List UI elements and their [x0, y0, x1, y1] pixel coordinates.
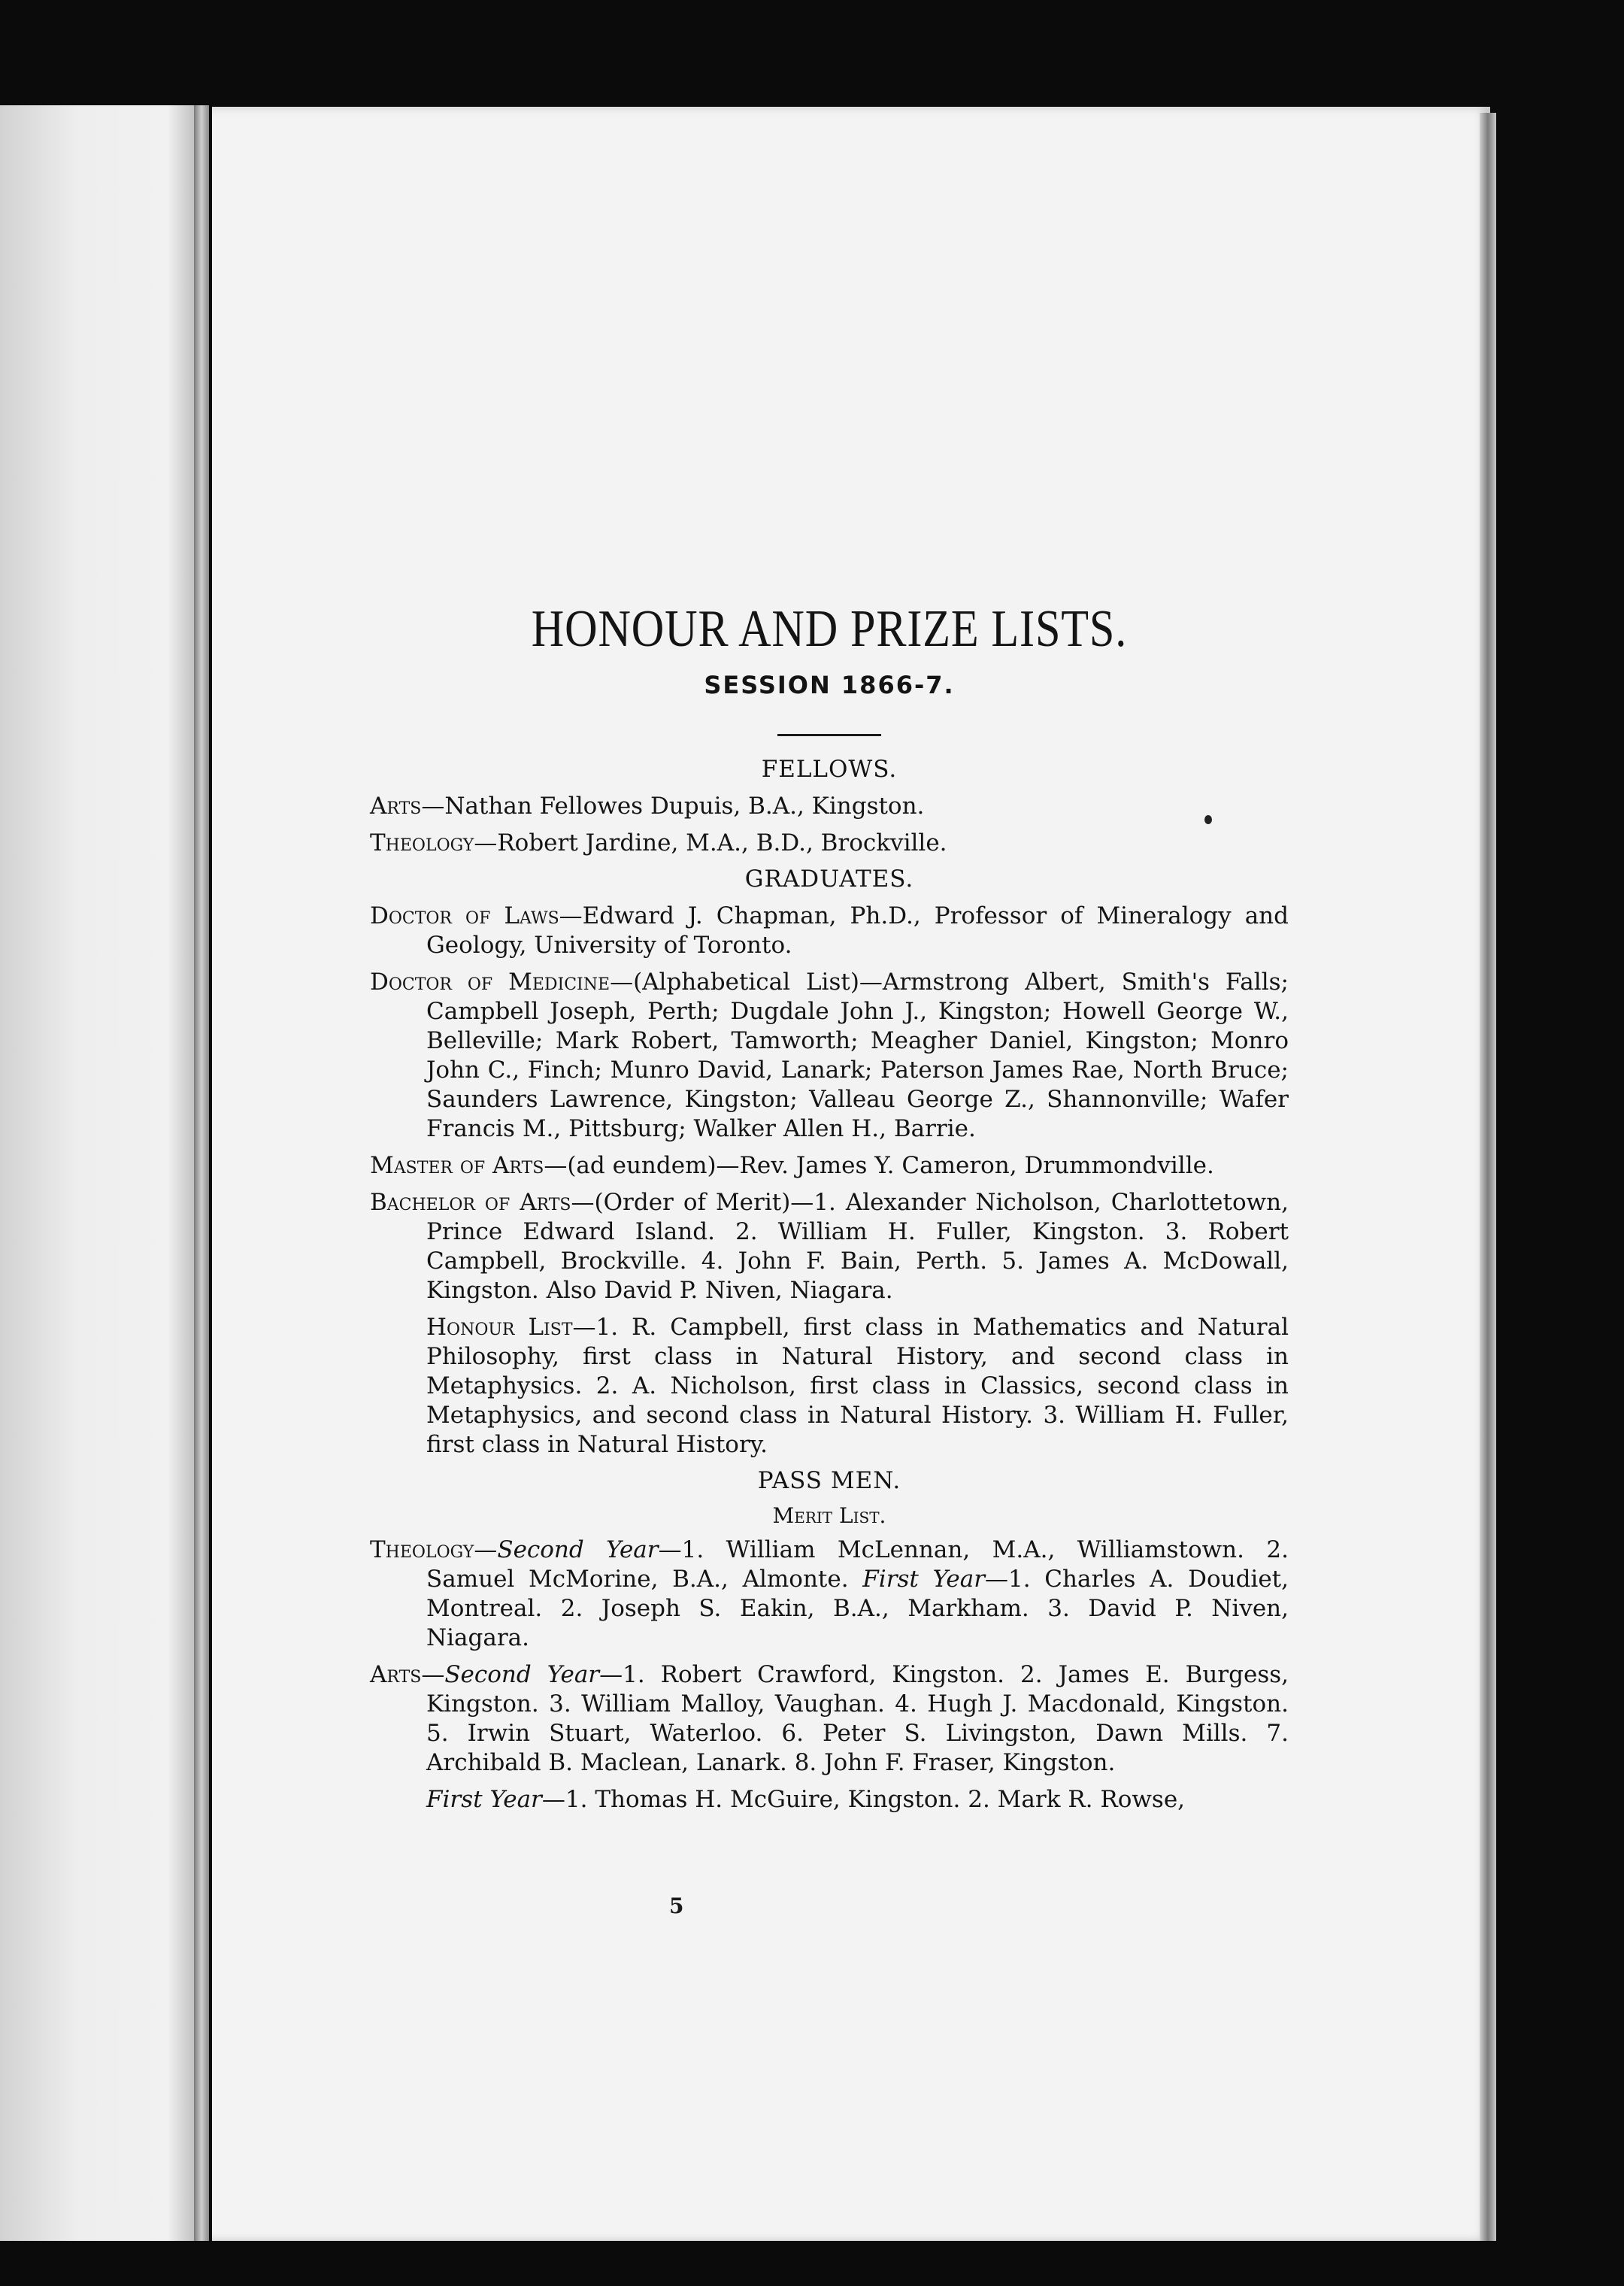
divider-rule [777, 734, 881, 736]
master-of-arts-entry [370, 1151, 1289, 1181]
graduates-heading: GRADUATES. [744, 865, 914, 893]
entry-lead: Bachelor of Arts [370, 1188, 571, 1216]
fellows-theology-entry [370, 829, 1289, 858]
entry-text: —1. R. Campbell, first class in Mathematics and Natural Philosophy, first class in Natural History, and second class in Metaphysics. 2. A. Nicholson, first class in Classics, second class in Metaphysics, and second class in Natural History. 3. William H. Fuller, first class in Natural History. [426, 1313, 1289, 1458]
entry-lead: Arts [370, 792, 422, 820]
entry-text: —1. Thomas H. McGuire, Kingston. 2. Mark R. Rowse, [541, 1785, 1186, 1813]
entry-lead: Master of Arts [370, 1151, 544, 1179]
year-label: Second Year [497, 1536, 659, 1563]
entry-text: —Edward J. Chapman, Ph.D., Professor of Mineralogy and Geology, University of Toronto. [426, 902, 1289, 959]
bachelor-of-arts-entry [370, 1188, 1289, 1305]
entry-lead: Theology [370, 1536, 474, 1563]
page-edge [1480, 113, 1496, 2241]
page-number: 5 [669, 1893, 684, 1918]
entry-text: —(Alphabetical List)—Armstrong Albert, Smith's Falls; Campbell Joseph, Perth; Dugdale John J., Kingston; Howell George W., Belleville; Mark Robert, Tamworth; Meagher Daniel, Kingston; Monro John C., Finch; Munro David, Lanark; Paterson James Rae, North Bruce; Saunders Lawrence, Kingston; Valleau George Z., Shannonville; Wafer Francis M., Pittsburg; Walker Allen H., Barrie. [426, 968, 1289, 1142]
entry-lead: Doctor of Laws [370, 902, 559, 929]
entry-lead: Theology [370, 829, 474, 856]
arts-pass-entry: Arts—Second Year—1. Robert Crawford, Kingston. 2. James E. Burgess, Kingston. 3. William Malloy, Vaughan. 4. Hugh J. Macdonald, Kingston. 5. Irwin Stuart, Waterloo. 6. Peter S. Livingston, Dawn Mills. 7. Archibald B. Maclean, Lanark. 8. John F. Fraser, Kingston. [370, 1660, 1289, 1776]
entry-text: —Robert Jardine, M.A., B.D., Brockville. [474, 829, 947, 856]
entry-lead: Doctor of Medicine [370, 968, 611, 996]
session-heading: SESSION 1866-7. [704, 670, 955, 699]
year-label: Second Year [444, 1660, 600, 1688]
book-gutter [194, 105, 209, 2241]
arts-first-year-entry [370, 1785, 1289, 1815]
doctor-of-medicine-entry [370, 968, 1289, 1144]
pass-men-heading: PASS MEN. [757, 1466, 901, 1494]
page-title: HONOUR AND PRIZE LISTS. [531, 600, 1128, 658]
entry-text: —(ad eundem)—Rev. James Y. Cameron, Drummondville. [544, 1151, 1214, 1179]
entry-lead: Honour List [426, 1313, 573, 1341]
theology-pass-entry: Theology—Second Year—1. William McLennan, M.A., Williamstown. 2. Samuel McMorine, B.A., Almonte. First Year—1. Charles A. Doudiet, Montreal. 2. Joseph S. Eakin, B.A., Markham. 3. David P. Niven, Niagara. [370, 1536, 1289, 1651]
entry-text: —1. Charles A. Doudiet, Montreal. 2. Joseph S. Eakin, B.A., Markham. 3. David P. Niven, Niagara. [426, 1565, 1289, 1651]
honour-list-entry [370, 1313, 1289, 1460]
merit-list-heading: Merit List. [772, 1502, 886, 1528]
fellows-arts-entry [370, 792, 1289, 821]
year-label: First Year [426, 1785, 542, 1813]
entry-text: —1. Robert Crawford, Kingston. 2. James E. Burgess, Kingston. 3. William Malloy, Vaughan. 4. Hugh J. Macdonald, Kingston. 5. Irwin Stuart, Waterloo. 6. Peter S. Livingston, Dawn Mills. 7. Archibald B. Maclean, Lanark. 8. John F. Fraser, Kingston. [426, 1660, 1289, 1776]
entry-lead: Arts [370, 1660, 422, 1688]
year-label: First Year [862, 1565, 986, 1593]
entry-text: —(Order of Merit)—1. Alexander Nicholson, Charlottetown, Prince Edward Island. 2. William H. Fuller, Kingston. 3. Robert Campbell, Brockville. 4. John F. Bain, Perth. 5. James A. McDowall, Kingston. Also David P. Niven, Niagara. [426, 1188, 1289, 1304]
fellows-heading: FELLOWS. [761, 755, 898, 783]
entry-text: —1. William McLennan, M.A., Williamstown. 2. Samuel McMorine, B.A., Almonte. [426, 1536, 1289, 1593]
doctor-of-laws-entry [370, 902, 1289, 960]
entry-text: —Nathan Fellowes Dupuis, B.A., Kingston. [421, 792, 925, 820]
page-text [370, 602, 1289, 1822]
facing-page [0, 105, 197, 2241]
